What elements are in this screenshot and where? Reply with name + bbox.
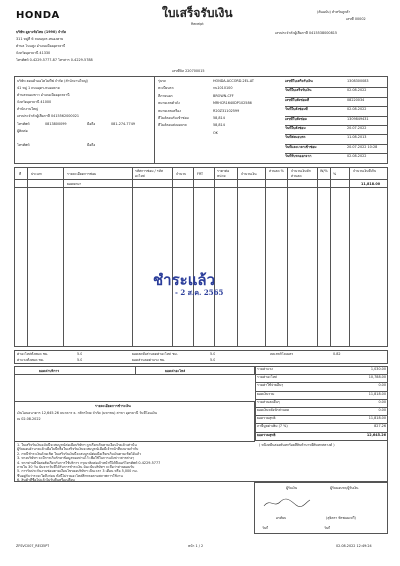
docinfo-label: วันที่รับรถออกจาก [285,154,312,159]
sign-date-left: วันที่ [262,526,269,530]
customer-phone2-label: โทรศัพท์ [17,143,30,147]
parts-header: ยอดค่าอะไหล่ [165,369,186,373]
col-divider [265,168,266,347]
docinfo-row-2 [285,98,387,107]
docinfo-label: เลขที่ใบสั่งซ่อม [285,116,307,121]
honda-logo: HONDA [16,10,60,21]
vehicle-row-3 [158,101,288,108]
payment-line2: ณ 02.08.2022 [17,417,41,421]
summary-label: ยอดรวมสุทธิ [257,432,276,437]
vehicle-row-5 [158,116,288,123]
customer-mobile2-label: มือถือ [87,143,96,147]
col-divider [287,168,288,347]
customer-branch: สำนักงานใหญ่ [17,107,39,111]
doc-no-line: เลขที่บิล 220700015 [172,69,205,73]
labor-hours-label: ค่าแรงทั้งหมด ชม. [17,358,45,362]
customer-addr2: ตำบลหนองขาว อำเภอเมืองอุดรธานี [17,93,70,97]
vehicle-value: HONDA-ACCORD-2EL-AT [213,79,254,83]
company-phone: โทรศัพท์ 0-4229-5777-87 โทรสาร 0-4229-5788 [16,58,93,62]
note-line: 6. สินค้าที่ซื้อไปแล้วไม่รับคืนหรือเปลี่ยน [17,478,75,483]
sign-collector: ผู้รับเงิน [286,486,298,490]
docinfo-section [285,79,387,163]
docinfo-value: 1309849431 [347,116,369,121]
summary-row-2 [255,383,388,391]
summary-row-1 [255,375,388,383]
summary-row-0 [255,367,388,375]
parts-hours-label: ค่าอะไหล่ทั้งหมด ชม. [17,352,49,356]
vehicle-row-1 [158,86,288,93]
summary-row-8 [255,433,388,441]
company-addr3: จังหวัดอุดรธานี 41330 [16,51,51,55]
customer-mobile: 081-274-7749 [111,122,136,126]
vehicle-label: ที่ไมล์ตอนรับเข้าซ่อม [158,115,189,120]
signature-mark [262,496,312,510]
summary-label: ยอดเงินรวม [257,391,275,396]
payment-heading: รายละเอียดการชำระเงิน [95,404,131,408]
summary-value: 0.00 [378,407,386,412]
col-divider [317,168,318,347]
vehicle-row-4 [158,109,288,116]
col-header: ส่วนลด % [269,169,284,173]
vehicle-row-0 [158,79,288,86]
col-divider [349,168,350,347]
table-header [15,168,388,180]
col-header: จำนวนเงินหักส่วนลด [291,169,311,178]
docinfo-row-7 [285,145,387,154]
note-line: 4. หากท่านมีข้อสงสัยเกี่ยวกับการใช้บริการ กรุณาติดต่อเจ้าหน้าที่ได้ที่เบอร์โทรศัพท์ 0-4229-5777 [17,460,161,465]
payment-line1: เงินโอนธนาคาร 12,645.26 ธนาคาร ธ. กสิกรไทย จำกัด (มหาชน) สาขา อุดรธานี วันที่โอนเงิน [17,411,157,415]
vehicle-row-7 [158,131,288,138]
customer-name: บริษัท ฮอนด้าออโตโมทีฟ จำกัด (สำนักงานใหญ่) [17,79,88,83]
items-table [14,167,388,347]
summary-value: 11,818.00 [368,391,386,396]
col-divider [193,168,194,347]
note-line: 3. ทางบริษัทฯ จะมีการเก็บรักษาข้อมูลของท่านไว้ เพื่อใช้ในการแจ้งข่าวสารต่างๆ [17,456,135,461]
amount-in-words: ( หนึ่งหมื่นสองพันหกร้อยสี่สิบห้าบาทยี่สิบหกสตางค์ ) [259,443,335,447]
docinfo-row-8 [285,154,387,163]
vehicle-value: MRHCR1640DP102586 [213,101,252,106]
paid-stamp [153,268,241,304]
col-header: จำนวนเงิน [241,172,257,176]
col-divider [255,367,256,441]
vehicle-label: ทะเบียนรถ [158,86,174,91]
col-divider [237,168,238,347]
summary-label: รวมค่าใช้จ่ายอื่นๆ [257,383,284,388]
summary-label: ยอดรวมสุทธิ [257,416,276,421]
customer-section [15,77,155,164]
table-row [15,180,388,188]
summary-label: รวมค่าอะไหล่ [257,375,278,380]
vehicle-value: R20Z31102599 [213,108,240,113]
note-line: 1. ใบเสร็จรับเงินฉบับนี้จะสมบูรณ์ต่อเมื่อบริษัทฯ ถูกเรียกเก็บตามเงื่อนไขแล้วเท่านั้น [17,443,137,447]
vehicle-value: BROWN-CFF [213,93,234,98]
col-divider [214,168,215,347]
docinfo-label: วันที่และเวลาเข้าซ่อม [285,144,317,149]
disc-labor-label: ยอดส่วนลดค่าแรง ชม. [132,358,166,362]
col-header: ประเภท [31,172,43,176]
sign-name-right: (สุจิตรา พิรพนมเทวี) [326,516,356,520]
payment-box [15,401,255,441]
docinfo-value: 20.07.2022 [347,125,367,130]
docinfo-value: 20.07.2022 10:28 [347,144,378,149]
docinfo-row-4 [285,117,387,126]
customer-mobile-label: มือถือ [87,122,96,126]
docinfo-label: วันที่ใบเสร็จรับเงิน [285,88,312,93]
hours-row [14,350,388,364]
docinfo-label: เลขที่ใบเสร็จรับเงิน [285,79,313,83]
col-divider [132,168,133,347]
footer-code: ZFSVC007_RECEIPT [16,544,50,548]
col-header: FRT [197,172,204,176]
note-line: ขึ้นอยู่กับว่าระยะใดถึงก่อน ทั้งนี้ไม่รวมอะไหล่สึกหรอตามสภาพการใช้งาน [17,473,123,478]
summary-value: 10,788.00 [368,375,386,380]
summary-section [14,366,388,482]
col-header: จำนวนเงินที่เก็บ [353,169,377,173]
footer-datetime: 02.08.2022 12:49:24 [336,544,372,548]
summary-value: 1,030.00 [370,367,386,371]
tax-id: เลขประจำตัวผู้เสียภาษี 0415538000815 [275,31,338,35]
km-label: ลดเลขกิโลเมตร [270,352,294,356]
col-header: ที่ [19,172,22,176]
docinfo-label: วันที่ใบสั่งซ่อมที่ [285,107,308,112]
row-desc: ยอดยกมา [67,182,82,186]
info-box [14,76,388,164]
summary-value: 11,818.00 [368,416,386,421]
page-no: เลขที่ 00002 [346,17,366,21]
col-divider [63,168,64,347]
vehicle-label: รุ่นรถ [158,79,167,83]
docinfo-value: 02.08.2022 [347,107,367,112]
docinfo-label: วันที่ใบสั่งซ่อม [285,125,306,130]
service-header: ยอดค่าบริการ [39,369,60,373]
summary-row-4 [255,400,388,408]
vehicle-label: หมายเลขตัวถัง [158,101,180,106]
note-line: ผู้รับมอบอำนาจแล้วเมื่อใบนี้หรือใบเสร็จรับเงินจะสมบูรณ์เมื่อมีเจ้าหน้าที่ลงนามกำกับ [17,447,139,452]
vehicle-value: OK [213,130,218,135]
km-value: 0.82 [333,352,341,356]
docinfo-label: เลขที่ใบสั่งซ่อมที่ [285,97,310,102]
company-addr1: 311 หมู่ที่ 6 ถนนดุดร-หนองคาย [16,37,64,41]
sign-name-left: อรทัยน [276,516,287,520]
summary-value: 827.26 [374,424,386,429]
docinfo-label: วันที่ส่งมอบรถ [285,135,306,140]
customer-phone: 0813800099 [45,122,67,126]
vehicle-label: สีภายนอก [158,93,173,98]
summary-label: รวมค่าแรง [257,367,273,371]
col-header: % [333,172,337,176]
summary-value: 0.00 [378,399,386,404]
summary-row-7 [255,424,388,432]
col-header: จำนวน [176,172,187,176]
paid-stamp-date: - 2 ส.ค. 2565 [175,288,224,297]
customer-contact-label: ผู้ติดต่อ [17,129,28,133]
docinfo-value: 08220034 [347,97,365,102]
col-header: รายละเอียดการซ่อม [67,172,97,176]
summary-value: 0.00 [378,383,386,388]
col-divider [27,168,28,347]
docinfo-row-3 [285,107,387,116]
col-divider [330,168,331,347]
col-header: W/% [320,169,328,173]
docinfo-value: 11.08.2013 [347,135,367,140]
vehicle-row-6 [158,123,288,130]
summary-label: รวมส่วนลดอื่นๆ [257,399,280,404]
labor-hours-value: 5.0 [77,358,83,362]
page-subtitle: Receipt [191,22,204,26]
vehicle-value: กน1010100 [213,86,233,91]
col-header: รหัสการซ่อม / รหัสอะไหล่ [135,169,163,178]
disc-parts-value: 5.0 [210,352,216,356]
col-divider [172,168,173,347]
signature-scribble-icon [262,496,312,510]
vehicle-value: 58,814 [213,115,225,120]
col-header: ราคาต่อหน่วย [217,169,230,178]
vehicle-label: ที่ไมล์ตอนส่งมอบรถ [158,123,187,128]
docinfo-value: 02.08.2022 [347,154,367,159]
summary-label: ยอดเงินหลังหักส่วนลด [257,407,290,412]
vehicle-value: 58,814 [213,123,225,128]
vehicle-label: หมายเลขเครื่อง [158,108,181,113]
disc-labor-value: 5.0 [210,358,216,362]
notes-box [15,441,255,482]
note-line: 5. การรับประกันงานซ่อมตามเงื่อนไขของบริษัทฯ เป็นเวลา 3 เดือน หรือ 5,000 กม. [17,469,138,474]
docinfo-value: 1308300083 [347,79,369,83]
summary-row-5 [255,408,388,416]
customer-addr3: จังหวัดอุดรธานี 41000 [17,100,52,104]
docinfo-row-5 [285,126,387,135]
customer-taxid: เลขประจำตัวผู้เสียภาษี 0415562000021 [17,114,80,118]
customer-addr1: 41 หมู่ 1 ถนนอุดร-หนองคาย [17,86,60,90]
summary-row-3 [255,392,388,400]
parts-hours-value: 5.0 [77,352,83,356]
summary-label: ภาษีมูลค่าเพิ่ม (7 %) [257,424,288,429]
footer-page: หน้า 1 / 2 [188,544,204,548]
vehicle-row-2 [158,94,288,101]
note-line: ภายใน 30 วัน นับจากวันที่ได้รับการชำระเงิน มิฉะนั้นบริษัทฯ จะถือว่าท่านยอมรับ [17,465,135,470]
summary-list [255,367,388,441]
note-line: 2. กรณีชำระเงินด้วยเช็ค ใบเสร็จรับเงินนี้จะสมบูรณ์ต่อเมื่อเรียกเก็บเงินตามเช็คได้แล้ว [17,451,142,456]
vehicle-section [158,79,288,138]
docinfo-row-1 [285,88,387,97]
col-divider [135,367,136,375]
paid-stamp-text: ชำระแล้ว [153,271,215,289]
docinfo-row-6 [285,135,387,144]
sign-date-right: วันที่ [324,526,331,530]
customer-phone-label: โทรศัพท์ [17,122,30,126]
docinfo-value: 02.08.2022 [347,88,367,93]
company-name: บริษัท ดูยางรัยไทย (1990) จำกัด [16,30,67,34]
copy-label: (ต้นฉบับ) สำหรับลูกค้า [317,10,351,14]
disc-parts-label: ยอดลดทั้งส่วนลดค่าอะไหล่ ชม. [132,352,178,356]
summary-value: 12,645.26 [366,432,386,437]
company-addr2: ตำบล โนนสูง อำเภอเมืองอุดรธานี [16,44,66,48]
row-amount: 11,818.00 [361,182,381,186]
docinfo-row-0 [285,79,387,88]
summary-row-6 [255,416,388,424]
page-title: ใบเสร็จรับเงิน [162,6,233,20]
sign-received: ผู้รับมอบรถ/ผู้รับเงิน [330,486,359,490]
